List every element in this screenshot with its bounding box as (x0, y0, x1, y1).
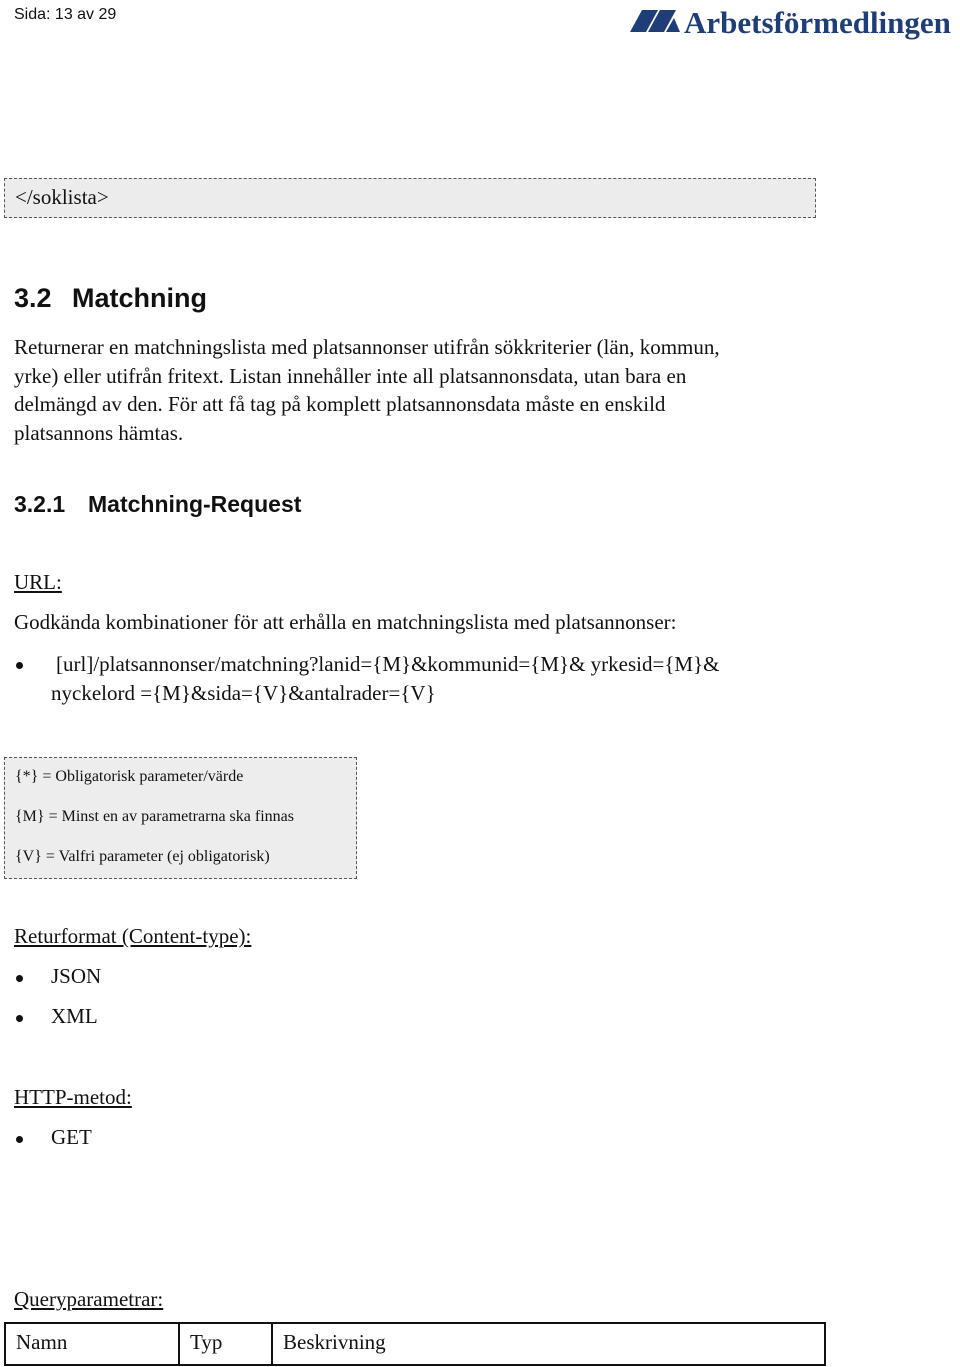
url-pattern-line: nyckelord ={M}&sida={V}&antalrader={V} (51, 681, 436, 705)
table-header-description: Beskrivning (271, 1324, 824, 1364)
legend-item: {*} = Obligatorisk parameter/värde (15, 768, 244, 785)
bullet-icon (16, 662, 23, 669)
url-label: URL: (14, 570, 62, 594)
section-number: 3.2 (14, 283, 52, 313)
code-text: </soklista> (15, 185, 109, 209)
description-line: Returnerar en matchningslista med platsannonser utifrån sökkriterier (län, kommun, (14, 335, 720, 359)
bullet-icon (16, 1136, 23, 1143)
return-format-item: JSON (51, 964, 102, 988)
arbetsformedlingen-logo (628, 2, 960, 46)
return-format-item: XML (51, 1004, 98, 1028)
page-indicator: Sida: 13 av 29 (14, 6, 117, 23)
query-params-table (4, 1322, 826, 1366)
table-header-type: Typ (178, 1324, 271, 1364)
http-method-label: HTTP-metod: (14, 1085, 132, 1109)
description-line: delmängd av den. För att få tag på komplett platsannonsdata måste en enskild (14, 392, 666, 416)
url-intro: Godkända kombinationer för att erhålla en matchningslista med platsannonser: (14, 610, 677, 634)
subsection-number: 3.2.1 (14, 491, 66, 517)
parameter-legend (4, 757, 357, 879)
logo-graphic (628, 2, 960, 46)
subsection-heading (14, 491, 301, 518)
section-heading (14, 283, 207, 314)
subsection-title: Matchning-Request (88, 491, 302, 517)
legend-item: {M} = Minst en av parametrarna ska finnas (15, 808, 294, 825)
section-title: Matchning (72, 283, 207, 313)
bullet-icon (16, 1015, 23, 1022)
description-line: yrke) eller utifrån fritext. Listan innehåller inte all platsannonsdata, utan bara en (14, 363, 687, 388)
http-method-item: GET (51, 1125, 92, 1149)
legend-item: {V} = Valfri parameter (ej obligatorisk) (15, 848, 270, 865)
description-line: platsannons hämtas. (14, 420, 184, 445)
table-header-name: Namn (16, 1330, 68, 1354)
code-block (4, 178, 816, 218)
bullet-icon (16, 975, 23, 982)
query-params-label: Queryparametrar: (14, 1287, 164, 1311)
logo-wordmark: Arbetsförmedlingen (684, 5, 951, 40)
url-pattern-line: [url]/platsannonser/matchning?lanid={M}&kommunid={M}& yrkesid={M}& (56, 652, 720, 676)
section-description (14, 333, 824, 447)
return-format-label: Returformat (Content-type): (14, 924, 252, 948)
